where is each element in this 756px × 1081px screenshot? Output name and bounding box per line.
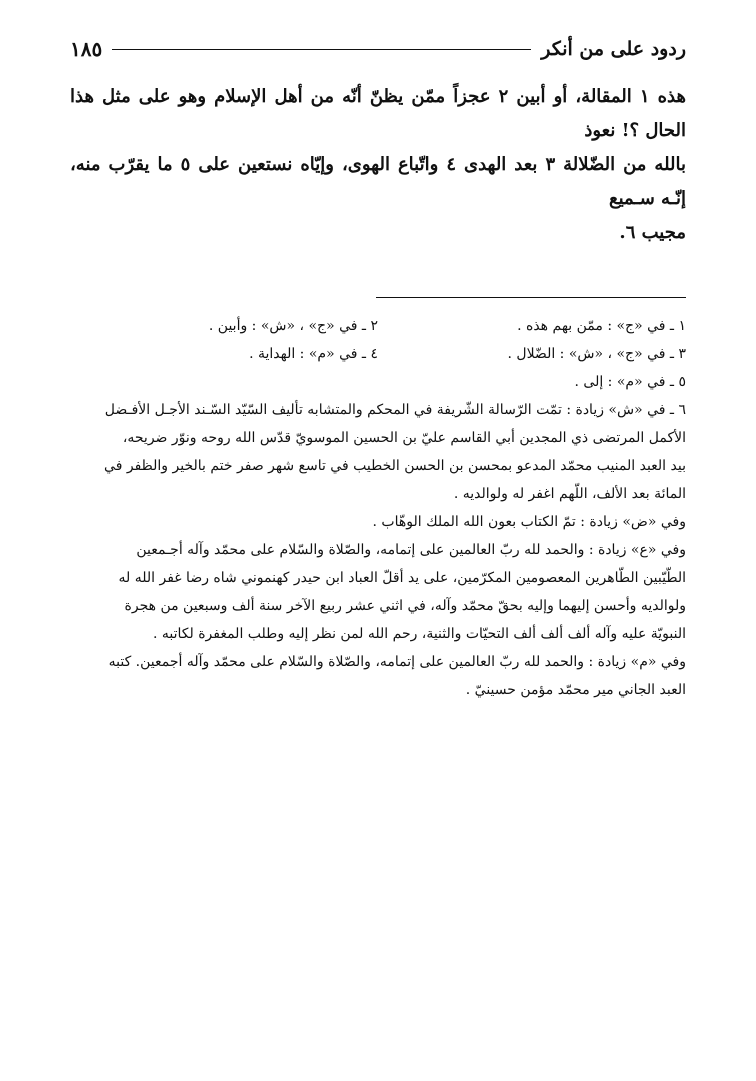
main-text xyxy=(70,80,686,250)
footnote-5: ٥ ـ في «م» : إلى . xyxy=(574,374,686,390)
footnote-6-line: وفي «ض» زيادة : تمّ الكتاب بعون الله الملك الوهّاب . xyxy=(372,514,686,530)
footnote-separator xyxy=(376,297,686,298)
footnote-6-line: العبد الجاني مير محمّد مؤمن حسينيّ . xyxy=(465,682,686,698)
running-header xyxy=(70,36,686,62)
footnote-6-line: بيد العبد المنيب محمّد المدعو بمحسن بن الحسن الخطيب في تاسع شهر صفر ختم بالخير والظفر في xyxy=(104,458,686,474)
footnote-row xyxy=(70,340,686,368)
running-title: ردود على من أنكر xyxy=(541,38,686,60)
footnote-6-line: ولوالديه وأحسن إليهما وإليه بحقّ محمّد وآله، في اثني عشر ربيع الآخر سنة ألف وسبعين من هجرة xyxy=(124,598,686,614)
footnote-2: ٢ ـ في «ج» ، «ش» : وأبين . xyxy=(208,318,378,334)
footnote-row xyxy=(70,312,686,340)
main-line-2: بالله من الضّلالة ٣ بعد الهدى ٤ واتّباع الهوى، وإيّاه نستعين على ٥ ما يقرّب منه، إنّـه سـميع xyxy=(70,154,687,209)
footnote-6-line: الأكمل المرتضى ذي المجدين أبي القاسم عليّ بن الحسين الموسويّ قدّس الله روحه ونوّر ضريحه، xyxy=(122,430,686,446)
footnote-6-line: الطّيّبين الطّاهرين المعصومين المكرّمين، على يد أقلّ العباد ابن حيدر كهنموني شاه رضا غفر الله له xyxy=(118,570,686,586)
footnote-6-line: وفي «ع» زيادة : والحمد لله ربّ العالمين على إتمامه، والصّلاة والسّلام على محمّد وآله أجـمعين xyxy=(136,542,686,558)
footnotes xyxy=(70,312,686,704)
footnote-6-line: النبويّة عليه وآله ألف ألف ألف التحيّات والثنية، رحم الله لمن نظر إليه وطلب المغفرة لكاتبه . xyxy=(152,626,686,642)
footnote-6-line: ٦ ـ في «ش» زيادة : تمّت الرّسالة الشّريفة في المحكم والمتشابه تأليف السّيّد السّـند الأجـل الأفـضل xyxy=(104,402,686,418)
footnote-6 xyxy=(70,396,686,704)
page-number: ١٨٥ xyxy=(70,37,103,61)
main-line-3: مجيب ٦. xyxy=(619,222,686,243)
footnote-6-line: وفي «م» زيادة : والحمد لله ربّ العالمين على إتمامه، والصّلاة والسّلام على محمّد وآله أجمعين. كتبه xyxy=(108,654,686,670)
footnote-3: ٣ ـ في «ج» ، «ش» : الضّلال . xyxy=(507,346,686,362)
footnote-4: ٤ ـ في «م» : الهداية . xyxy=(249,346,378,362)
header-rule xyxy=(112,49,531,50)
footnote-1: ١ ـ في «ج» : ممّن بهم هذه . xyxy=(517,318,686,334)
main-line-1: هذه ١ المقالة، أو أبين ٢ عجزاً ممّن يظنّ أنّه من أهل الإسلام وهو على مثل هذا الحال ؟! نعوذ xyxy=(70,86,686,141)
footnote-6-line: المائة بعد الألف، اللّهم اغفر له ولوالديه . xyxy=(453,486,686,502)
